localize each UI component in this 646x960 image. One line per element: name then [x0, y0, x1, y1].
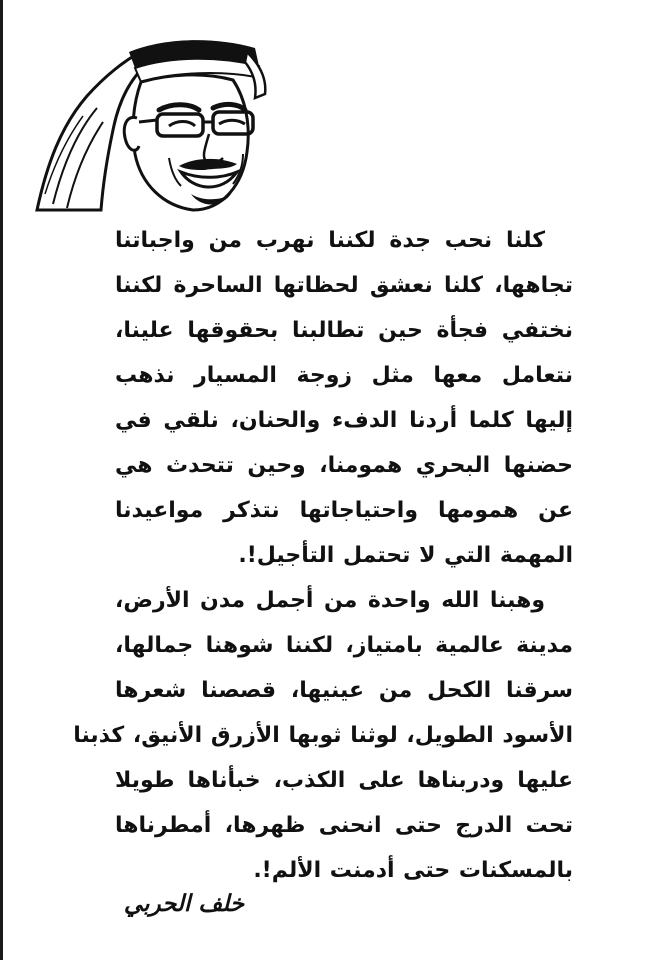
paragraph-line: تحت الدرج حتى انحنى ظهرها، أمطرناها	[115, 813, 573, 838]
paragraph-line: عليها ودربناها على الكذب، خبأناها طويلا	[115, 768, 573, 793]
article-paragraph-2	[73, 578, 573, 893]
paragraph-line: نتعامل معها مثل زوجة المسيار نذهب	[115, 363, 573, 388]
paragraph-line: نختفي فجأة حين تطالبنا بحقوقها علينا،	[115, 318, 573, 343]
author-signature: خلف الحربي	[123, 891, 245, 917]
author-portrait-icon	[33, 34, 269, 216]
paragraph-line: وهبنا الله واحدة من أجمل مدن الأرض،	[115, 588, 545, 613]
paragraph-line: سرقنا الكحل من عينيها، قصصنا شعرها	[115, 678, 573, 703]
paragraph-line: إليها كلما أردنا الدفء والحنان، نلقي في	[115, 408, 573, 433]
article-paragraph-1	[115, 218, 573, 578]
paragraph-line: حضنها البحري همومنا، وحين تتحدث هي	[115, 453, 573, 478]
paragraph-line: تجاهها، كلنا نعشق لحظاتها الساحرة لكننا	[115, 273, 573, 298]
paragraph-line: المهمة التي لا تحتمل التأجيل!.	[238, 543, 573, 568]
paragraph-line: عن همومها واحتياجاتها نتذكر مواعيدنا	[115, 498, 573, 523]
paragraph-line: كلنا نحب جدة لكننا نهرب من واجباتنا	[115, 228, 545, 253]
article-body	[73, 218, 573, 893]
paragraph-line: بالمسكنات حتى أدمنت الألم!.	[253, 858, 573, 883]
paragraph-line: الأسود الطويل، لوثنا ثوبها الأزرق الأنيق، كذبنا	[73, 723, 573, 748]
paragraph-line: مدينة عالمية بامتياز، لكننا شوهنا جمالها،	[115, 633, 573, 658]
